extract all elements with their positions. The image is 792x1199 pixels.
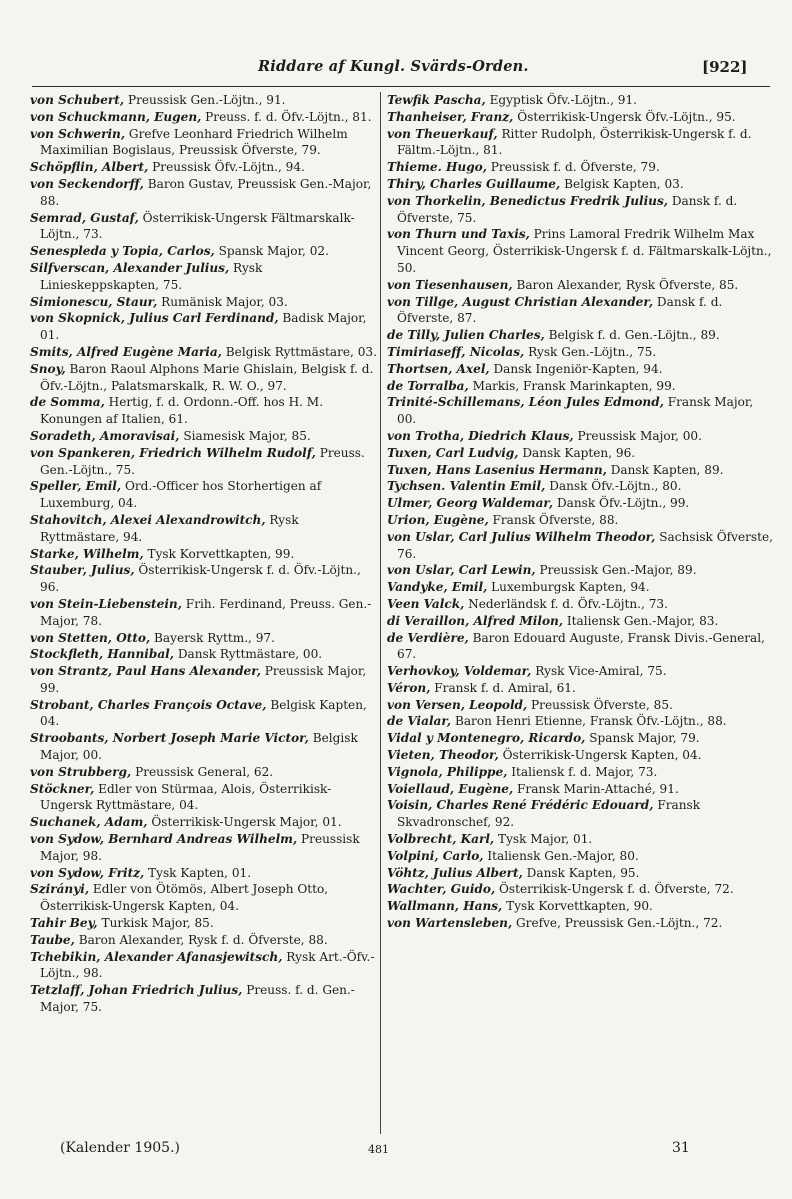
entry-name: Thortsen, Axel, [387, 361, 490, 376]
entry-name: von Uslar, Carl Lewin, [387, 563, 536, 578]
list-item [387, 596, 773, 613]
entry-details: Frih. Ferdinand, Preuss. Gen.-Major, 78. [40, 596, 372, 628]
entry-name: Suchanek, Adam, [30, 815, 148, 830]
entry-details: Fransk f. d. Amiral, 61. [430, 680, 576, 695]
entry-name: Stauber, Julius, [30, 563, 135, 578]
list-item [387, 478, 773, 495]
left-column [30, 92, 378, 1138]
entry-name: de Vialar, [387, 714, 452, 729]
list-item [30, 596, 378, 630]
entry-details: Preussisk Öfv.-Löjtn., 94. [148, 160, 305, 175]
entry-name: Voisin, Charles René Frédéric Edouard, [387, 798, 654, 813]
entry-details: Fransk Öfverste, 88. [488, 512, 619, 527]
footer-calendar: (Kalender 1905.) [60, 1140, 180, 1156]
entry-details: Baron Edouard Auguste, Fransk Divis.-General, 67. [397, 630, 765, 662]
entry-name: von Uslar, Carl Julius Wilhelm Theodor, [387, 529, 656, 544]
entry-name: Voiellaud, Eugène, [387, 781, 514, 796]
entry-details: Belgisk Kapten, 04. [40, 697, 367, 729]
footer-page-number: 31 [672, 1140, 690, 1156]
entry-name: von Wartensleben, [387, 916, 513, 931]
entry-details: Preussisk General, 62. [131, 764, 274, 779]
list-item [387, 579, 773, 596]
list-item [30, 159, 378, 176]
list-item [30, 730, 378, 764]
list-item [30, 243, 378, 260]
list-item [387, 865, 773, 882]
list-item [387, 495, 773, 512]
entry-details: Rysk Gen.-Löjtn., 75. [524, 344, 657, 359]
entry-details: Ritter Rudolph, Österrikisk-Ungersk f. d. Fältm.-Löjtn., 81. [397, 126, 752, 158]
list-item [387, 394, 773, 428]
entry-name: von Thurn und Taxis, [387, 227, 530, 242]
entry-name: Tetzlaff, Johan Friedrich Julius, [30, 983, 243, 998]
list-item [387, 126, 773, 160]
list-item [387, 428, 773, 445]
entry-details: Italiensk f. d. Major, 73. [507, 764, 658, 779]
entry-name: Starke, Wilhelm, [30, 546, 144, 561]
list-item [387, 831, 773, 848]
entry-details: Dansk Kapten, 89. [606, 462, 724, 477]
entry-name: von Versen, Leopold, [387, 697, 528, 712]
entry-details: Preuss. f. d. Öfv.-Löjtn., 81. [201, 109, 372, 124]
entry-details: Preussisk Major, 99. [40, 664, 367, 695]
list-item [30, 546, 378, 563]
list-item [387, 898, 773, 915]
entry-details: Ord.-Officer hos Storhertigen af Luxemburg, 04. [40, 479, 322, 511]
list-item [387, 378, 773, 395]
entry-details: Preussisk Gen.-Löjtn., 91. [124, 93, 286, 107]
entry-name: von Sydow, Bernhard Andreas Wilhelm, [30, 832, 298, 847]
footer-signature: 481 [368, 1143, 389, 1156]
entry-name: Vignola, Philippe, [387, 764, 508, 779]
entry-details: Prins Lamoral Fredrik Wilhelm Max Vincent Georg, Österrikisk-Ungersk f. d. Fältmarskalk-Löjtn., 50. [397, 227, 772, 275]
entry-name: von Sydow, Fritz, [30, 865, 145, 880]
entry-details: Nederländsk f. d. Öfv.-Löjtn., 73. [464, 596, 668, 611]
list-item [30, 764, 378, 781]
entry-name: Tuxen, Carl Ludvig, [387, 445, 519, 460]
entry-name: Timiriaseff, Nicolas, [387, 344, 525, 359]
entry-details: Rysk Ryttmästare, 94. [40, 512, 299, 544]
entry-details: Preussisk f. d. Öfverste, 79. [486, 160, 660, 175]
list-item [387, 159, 773, 176]
entry-name: von Tillge, August Christian Alexander, [387, 294, 654, 309]
entry-details: Luxemburgsk Kapten, 94. [487, 580, 650, 595]
entry-name: von Schuckmann, Eugen, [30, 109, 202, 124]
entry-details: Dansk Öfv.-Löjtn., 80. [545, 479, 682, 494]
page-footer [0, 1140, 792, 1160]
entry-name: Stöckner, [30, 781, 95, 796]
list-item [387, 562, 773, 579]
entry-name: Tewfik Pascha, [387, 93, 486, 107]
list-item [387, 781, 773, 798]
entry-name: de Verdière, [387, 630, 469, 645]
list-item [30, 663, 378, 697]
entry-name: Speller, Emil, [30, 479, 122, 494]
list-item [30, 915, 378, 932]
list-item [30, 881, 378, 915]
entry-name: Schöpflin, Albert, [30, 160, 149, 175]
entry-details: Belgisk Kapten, 03. [560, 176, 684, 191]
list-item [30, 361, 378, 395]
entry-name: von Schubert, [30, 93, 125, 107]
entry-details: Baron Raoul Alphons Marie Ghislain, Belgisk f. d. Öfv.-Löjtn., Palatsmarskalk, R. W. O., 97. [40, 361, 374, 393]
running-header [0, 58, 792, 82]
list-item [30, 781, 378, 815]
list-item [30, 294, 378, 311]
list-item [30, 512, 378, 546]
list-item [387, 630, 773, 664]
entry-name: Veen Valck, [387, 596, 465, 611]
entry-details: Dansk Ingeniör-Kapten, 94. [489, 361, 663, 376]
list-item [387, 613, 773, 630]
list-item [387, 764, 773, 781]
entry-name: Wallmann, Hans, [387, 899, 503, 914]
list-item [387, 176, 773, 193]
list-item [30, 932, 378, 949]
list-item [30, 982, 378, 1016]
entry-name: Thieme. Hugo, [387, 160, 487, 175]
entry-details: Fransk Marin-Attaché, 91. [513, 781, 679, 796]
list-item [387, 92, 773, 109]
entry-name: Ulmer, Georg Waldemar, [387, 496, 554, 511]
entry-name: de Somma, [30, 395, 105, 410]
entry-name: Snoy, [30, 361, 66, 376]
list-item [387, 512, 773, 529]
entry-name: Urion, Eugène, [387, 512, 489, 527]
list-item [387, 529, 773, 563]
list-item [387, 277, 773, 294]
entry-name: Vöhtz, Julius Albert, [387, 865, 523, 880]
entry-details: Grefve Leonhard Friedrich Wilhelm Maximilian Bogislaus, Preussisk Öfverste, 79. [40, 126, 348, 158]
entry-details: Dansk Kapten, 95. [522, 865, 640, 880]
list-item [30, 394, 378, 428]
list-item [30, 210, 378, 244]
entry-name: Wachter, Guido, [387, 882, 496, 897]
entry-details: Preussisk Major, 00. [573, 428, 702, 443]
entry-details: Österrikisk-Ungersk f. d. Öfverste, 72. [495, 882, 734, 897]
entry-details: Grefve, Preussisk Gen.-Löjtn., 72. [512, 916, 723, 931]
entry-name: Tchebikin, Alexander Afanasjewitsch, [30, 949, 283, 964]
entry-details: Italiensk Gen.-Major, 83. [563, 613, 719, 628]
entry-name: de Torralba, [387, 378, 469, 393]
right-column [387, 92, 773, 1138]
entry-details: Österrikisk-Ungersk Kapten, 04. [498, 748, 702, 763]
entry-name: Thiry, Charles Guillaume, [387, 176, 561, 191]
entry-details: Fransk Major, 00. [397, 395, 754, 427]
list-item [30, 109, 378, 126]
list-item [30, 831, 378, 865]
list-item [30, 865, 378, 882]
list-item [387, 226, 773, 276]
entry-name: di Veraillon, Alfred Milon, [387, 613, 564, 628]
list-item [30, 344, 378, 361]
entry-name: von Thorkelin, Benedictus Fredrik Julius, [387, 193, 668, 208]
entry-details: Tysk Kapten, 01. [144, 865, 252, 880]
list-item [30, 445, 378, 479]
header-rule [32, 86, 770, 87]
entry-details: Badisk Major, 01. [40, 311, 367, 343]
entry-details: Fransk Skvadronschef, 92. [397, 798, 701, 830]
entry-details: Edler von Stürmaa, Alois, Österrikisk-Ungersk Ryttmästare, 04. [40, 781, 332, 813]
entry-details: Spansk Major, 02. [214, 244, 329, 259]
list-item [30, 310, 378, 344]
entry-details: Dansk f. d. Öfverste, 75. [397, 193, 738, 225]
list-item [387, 713, 773, 730]
entry-name: Vieten, Theodor, [387, 748, 499, 763]
entry-name: Smits, Alfred Eugène Maria, [30, 344, 222, 359]
list-item [387, 697, 773, 714]
entry-name: von Theuerkauf, [387, 126, 498, 141]
entry-details: Dansk Öfv.-Löjtn., 99. [553, 496, 690, 511]
entry-details: Rysk Art.-Öfv.-Löjtn., 98. [40, 949, 375, 981]
entry-details: Tysk Korvettkapten, 99. [143, 546, 295, 561]
entry-details: Belgisk f. d. Gen.-Löjtn., 89. [544, 328, 720, 343]
list-item [30, 646, 378, 663]
list-item [30, 478, 378, 512]
list-item [387, 327, 773, 344]
entry-details: Österrikisk-Ungersk Öfv.-Löjtn., 95. [513, 109, 736, 124]
entry-details: Hertig, f. d. Ordonn.-Off. hos H. M. Konungen af Italien, 61. [40, 395, 324, 427]
entry-name: Stroobants, Norbert Joseph Marie Victor, [30, 731, 309, 746]
entry-details: Dansk Kapten, 96. [518, 445, 636, 460]
entry-details: Österrikisk-Ungersk Major, 01. [147, 815, 342, 830]
list-item [30, 697, 378, 731]
entry-details: Tysk Korvettkapten, 90. [502, 899, 653, 914]
entry-details: Preuss. Gen.-Löjtn., 75. [40, 445, 365, 477]
list-item [387, 680, 773, 697]
list-item [30, 428, 378, 445]
entry-details: Markis, Fransk Marinkapten, 99. [468, 378, 676, 393]
list-item [30, 814, 378, 831]
entry-name: Véron, [387, 680, 431, 695]
list-item [30, 949, 378, 983]
entry-name: Silfverscan, Alexander Julius, [30, 260, 230, 275]
entry-name: Simionescu, Staur, [30, 294, 158, 309]
entry-name: Soradeth, Amoravisai, [30, 428, 180, 443]
entry-name: Thanheiser, Franz, [387, 109, 514, 124]
entry-name: Tahir Bey, [30, 916, 98, 931]
entry-details: Tysk Major, 01. [494, 832, 593, 847]
entry-name: von Strubberg, [30, 764, 132, 779]
list-item [387, 730, 773, 747]
entry-name: von Spankeren, Friedrich Wilhelm Rudolf, [30, 445, 316, 460]
entry-name: Tychsen. Valentin Emil, [387, 479, 546, 494]
entry-details: Dansk Ryttmästare, 00. [173, 647, 323, 662]
entry-details: Preuss. f. d. Gen.-Major, 75. [40, 983, 355, 1015]
entry-name: Trinité-Schillemans, Léon Jules Edmond, [387, 395, 664, 410]
list-item [30, 260, 378, 294]
entry-details: Siamesisk Major, 85. [179, 428, 311, 443]
entry-details: Dansk f. d. Öfverste, 87. [397, 294, 723, 326]
entry-name: Volpini, Carlo, [387, 848, 484, 863]
list-item [387, 445, 773, 462]
entry-details: Baron Henri Etienne, Fransk Öfv.-Löjtn., 88. [451, 714, 727, 729]
list-item [387, 848, 773, 865]
entry-details: Rysk Vice-Amiral, 75. [531, 664, 667, 679]
entry-name: von Strantz, Paul Hans Alexander, [30, 664, 261, 679]
entry-details: Italiensk Gen.-Major, 80. [483, 848, 639, 863]
entry-name: von Skopnick, Julius Carl Ferdinand, [30, 311, 279, 326]
entry-details: Edler von Ötömös, Albert Joseph Otto, Österrikisk-Ungersk Kapten, 04. [40, 882, 329, 914]
entry-details: Belgisk Ryttmästare, 03. [221, 344, 377, 359]
entry-details: Österrikisk-Ungersk Fältmarskalk-Löjtn., 73. [40, 210, 355, 242]
list-item [30, 630, 378, 647]
entry-details: Preussisk Gen.-Major, 89. [535, 563, 697, 578]
entry-details: Rumänisk Major, 03. [157, 294, 288, 309]
entry-name: von Seckendorff, [30, 176, 144, 191]
list-item [387, 797, 773, 831]
entry-name: Stahovitch, Alexei Alexandrowitch, [30, 512, 266, 527]
header-page-ref: [922] [702, 58, 748, 76]
list-item [387, 881, 773, 898]
entry-details: Spansk Major, 79. [585, 731, 700, 746]
column-divider [380, 92, 381, 1134]
entry-details: Preussisk Öfverste, 85. [527, 697, 673, 712]
list-item [387, 915, 773, 932]
entry-details: Bayersk Ryttm., 97. [150, 630, 275, 645]
entry-name: Verhovkoy, Voldemar, [387, 664, 532, 679]
list-item [387, 294, 773, 328]
list-item [387, 193, 773, 227]
entry-details: Rysk Linieskeppskapten, 75. [40, 260, 263, 292]
entry-name: Tuxen, Hans Lasenius Hermann, [387, 462, 607, 477]
entry-name: Szirányi, [30, 882, 90, 897]
list-item [30, 562, 378, 596]
list-item [387, 462, 773, 479]
entry-details: Sachsisk Öfverste, 76. [397, 529, 773, 561]
header-title: Riddare af Kungl. Svärds-Orden. [258, 58, 529, 75]
entry-name: Semrad, Gustaf, [30, 210, 139, 225]
entry-details: Belgisk Major, 00. [40, 731, 358, 763]
entry-name: von Stein-Liebenstein, [30, 596, 182, 611]
entry-details: Baron Gustav, Preussisk Gen.-Major, 88. [40, 176, 372, 208]
list-item [387, 109, 773, 126]
entry-name: Volbrecht, Karl, [387, 832, 495, 847]
entry-name: Taube, [30, 932, 75, 947]
list-item [30, 176, 378, 210]
list-item [30, 92, 378, 109]
entry-name: Strobant, Charles François Octave, [30, 697, 267, 712]
entry-name: Stockfleth, Hannibal, [30, 647, 174, 662]
entry-name: Vandyke, Emil, [387, 580, 488, 595]
entry-details: Preussisk Major, 98. [40, 832, 360, 863]
entry-name: de Tilly, Julien Charles, [387, 328, 545, 343]
entry-name: von Trotha, Diedrich Klaus, [387, 428, 574, 443]
entry-name: Senespleda y Topia, Carlos, [30, 244, 215, 259]
list-item [387, 663, 773, 680]
entry-name: Vidal y Montenegro, Ricardo, [387, 731, 586, 746]
list-item [387, 747, 773, 764]
entry-details: Österrikisk-Ungersk f. d. Öfv.-Löjtn., 96. [40, 563, 361, 595]
list-item [387, 361, 773, 378]
entry-details: Baron Alexander, Rysk f. d. Öfverste, 88. [74, 932, 328, 947]
entry-name: von Tiesenhausen, [387, 277, 513, 292]
entry-name: von Stetten, Otto, [30, 630, 151, 645]
entry-details: Egyptisk Öfv.-Löjtn., 91. [485, 93, 638, 107]
list-item [387, 344, 773, 361]
entry-name: von Schwerin, [30, 126, 126, 141]
entry-details: Turkisk Major, 85. [97, 916, 214, 931]
list-item [30, 126, 378, 160]
entry-details: Baron Alexander, Rysk Öfverste, 85. [512, 277, 739, 292]
